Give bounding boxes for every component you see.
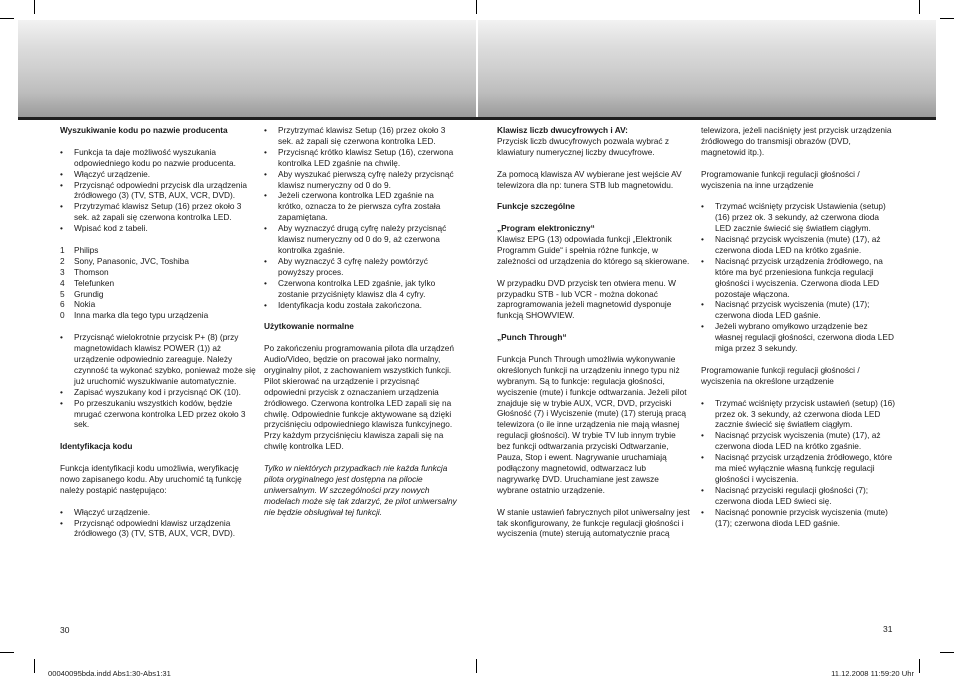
crop-mark bbox=[476, 0, 477, 14]
code-number: 0 bbox=[60, 310, 65, 321]
footer-file-info: 00040095bda.indd Abs1:30-Abs1:31 bbox=[48, 669, 171, 678]
list-item: • Trzymać wciśnięty przycisk Ustawienia (setup) (16) przez ok. 3 sekundy, aż czerwona dioda LED zacznie świecić się światłem ciągłym. bbox=[701, 201, 897, 234]
code-number: 1 bbox=[60, 244, 65, 255]
brand-code-list bbox=[60, 245, 256, 321]
code-row bbox=[60, 310, 256, 321]
paragraph: telewizora, jeżeli naciśnięty jest przycisk urządzenia źródłowego do transmisji obrazów (DVD, magnetowid itp.). bbox=[701, 125, 892, 157]
paragraph: W przypadku DVD przycisk ten otwiera menu. W przypadku STB - lub VCR - można dokonać zaprogramowania jeżeli magnetowid dysponuje funkcją SHOWVIEW. bbox=[497, 277, 676, 321]
paragraph: Za pomocą klawisza AV wybierane jest wejście AV telewizora dla np: tunera STB lub magnetowidu. bbox=[497, 168, 682, 190]
bullet-list bbox=[60, 507, 256, 540]
bullet-list bbox=[701, 398, 897, 529]
list-item: • Aby wyznaczyć drugą cyfrę należy przycisnąć klawisz numeryczny od 0 do 9, aż czerwona kontrolka zgaśnie. bbox=[264, 223, 458, 256]
paragraph: Przycisk liczb dwucyfrowych pozwala wybrać z klawiatury numerycznej liczby dwucyfrowe. bbox=[497, 135, 669, 157]
code-row bbox=[60, 267, 256, 278]
section-heading: Użytkowanie normalne bbox=[264, 321, 354, 332]
list-item: • Nacisnąć przycisk wyciszenia (mute) (17); czerwona dioda LED gaśnie. bbox=[701, 299, 897, 321]
list-item: • Przytrzymać klawisz Setup (16) przez około 3 sek. aż zapali się czerwona kontrolka LED. bbox=[264, 125, 458, 147]
bullet-list bbox=[60, 332, 256, 430]
list-item: • Włączyć urządzenie. bbox=[60, 507, 256, 518]
section-heading: Wyszukiwanie kodu po nazwie producenta bbox=[60, 125, 228, 135]
paragraph: Funkcja Punch Through umożliwia wykonywanie określonych funkcji na urządzeniu innego typu niż wybranym. Są to funkcje: regulacja głośności, wyciszenie (mute) i funkcje odtwarzania. Jeżeli pilot znajduje się w trybie AUX, VCR, DVD, przyciski Głośność (7) i Wyciszenie (mute) (17) sterują pracą telewizora (o ile inne urządzenia nie mają własnej regulacji głośności). W trybie TV lub innym trybie bez funkcji odtwarzania przyciski Odtwarzanie, Pauza, Stop i ewent. Nagrywanie uruchamiają podłączony magnetowid, odtwarzacz lub nagrywarkę DVD. Uruchamiane jest zawsze wybrane ostatnio urządzenie. bbox=[497, 353, 687, 495]
code-number: 5 bbox=[60, 288, 65, 299]
list-item: • Nacisnąć przycisk wyciszenia (mute) (17), aż czerwona dioda LED na krótko zgaśnie. bbox=[701, 234, 897, 256]
list-item: • Po przeszukaniu wszystkich kodów, będzie mrugać czerwona kontrolka LED przez około 3 sek. bbox=[60, 398, 256, 431]
section-heading: Funkcje szczególne bbox=[497, 201, 575, 212]
section-heading: Klawisz liczb dwucyfrowych i AV: bbox=[497, 125, 628, 135]
paragraph: Klawisz EPG (13) odpowiada funkcji „Elektronik Programm Guide“ i spełnia różne funkcje, w zależności od urządzenia do którego są skierowane. bbox=[497, 234, 690, 266]
section-heading: Identyfikacja kodu bbox=[60, 441, 133, 452]
code-row bbox=[60, 256, 256, 267]
code-brand: Nokia bbox=[74, 299, 96, 310]
list-item: • Funkcja ta daje możliwość wyszukania odpowiedniego kodu po nazwie producenta. bbox=[60, 147, 256, 169]
crop-mark bbox=[940, 652, 954, 653]
bullet-list bbox=[60, 147, 256, 234]
page-number-right: 31 bbox=[883, 624, 893, 634]
note-paragraph: Tylko w niektórych przypadkach nie każda funkcja pilota oryginalnego jest dostępna na pilocie uniwersalnym. W szczególności przy nowych modelach może się tak zdarzyć, że pilot uniwersalny nie będzie obsługiwał tej funkcji. bbox=[264, 463, 457, 517]
column-1 bbox=[60, 125, 256, 539]
crop-mark bbox=[0, 18, 14, 19]
list-item: • Włączyć urządzenie. bbox=[60, 169, 256, 180]
list-item: • Wpisać kod z tabeli. bbox=[60, 223, 256, 234]
spread-gutter bbox=[476, 20, 478, 117]
code-brand: Sony, Panasonic, JVC, Toshiba bbox=[74, 255, 189, 266]
code-number: 2 bbox=[60, 255, 65, 266]
code-brand: Telefunken bbox=[74, 277, 115, 288]
crop-mark bbox=[940, 18, 954, 19]
list-item: • Nacisnąć ponownie przycisk wyciszenia (mute) (17); czerwona dioda LED gaśnie. bbox=[701, 507, 897, 529]
paragraph: Po zakończeniu programowania pilota dla urządzeń Audio/Video, będzie on pracował jako normalny, oryginalny pilot, z zachowaniem wszystkich funkcji. Pilot skierować na urządzenie i przycisnąć odpowiedni przycisk z oznaczaniem urządzenia źródłowego. Czerwona kontrolka LED zapali się na chwilę. Odpowiednie funkcje aktywowane są dzięki przyciśnięciu odpowiedniego klawisza funkcyjnego. Przy każdym przyciśnięciu klawisza zapali się na chwilę kontrolka LED. bbox=[264, 343, 455, 452]
code-brand: Philips bbox=[74, 244, 99, 255]
crop-mark bbox=[0, 652, 14, 653]
bullet-list bbox=[264, 125, 458, 310]
footer-timestamp: 11.12.2008 11:59:20 Uhr bbox=[831, 669, 914, 678]
code-number: 4 bbox=[60, 277, 65, 288]
paragraph: Programowanie funkcji regulacji głośności / wyciszenia na inne urządzenie bbox=[701, 168, 860, 190]
list-item: • Nacisnąć przycisk wyciszenia (mute) (17), aż czerwona dioda LED na krótko zgaśnie. bbox=[701, 430, 897, 452]
list-item: • Zapisać wyszukany kod i przycisnąć OK (10). bbox=[60, 387, 256, 398]
list-item: • Jeżeli czerwona kontrolka LED zgaśnie na krótko, oznacza to że pierwsza cyfra została zapamiętana. bbox=[264, 190, 458, 223]
code-row bbox=[60, 245, 256, 256]
list-item: • Przycisnąć krótko klawisz Setup (16), czerwona kontrolka LED zgaśnie na chwilę. bbox=[264, 147, 458, 169]
list-item: • Jeżeli wybrano omyłkowo urządzenie bez własnej regulacji głośności, czerwona dioda LED miga przez 3 sekundy. bbox=[701, 321, 897, 354]
list-item: • Trzymać wciśnięty przycisk ustawień (setup) (16) przez ok. 3 sekundy, aż czerwona dioda LED zacznie świecić się światłem ciągłym. bbox=[701, 398, 897, 431]
page-number-left: 30 bbox=[60, 625, 70, 635]
crop-mark bbox=[34, 659, 35, 673]
subsection-heading: „Program elektroniczny“ bbox=[497, 223, 595, 234]
subsection-heading: „Punch Through“ bbox=[497, 332, 567, 343]
paragraph: W stanie ustawień fabrycznych pilot uniwersalny jest tak skonfigurowany, że funkcje regulacji głośności i wyciszenia (mute) sterują automatycznie pracą bbox=[497, 506, 690, 539]
crop-mark bbox=[919, 0, 920, 14]
list-item: • Przycisnąć odpowiedni klawisz urządzenia źródłowego (3) (TV, STB, AUX, VCR, DVD). bbox=[60, 518, 256, 540]
column-4 bbox=[701, 125, 897, 528]
list-item: • Przycisnąć odpowiedni przycisk dla urządzenia źródłowego (3) (TV, STB, AUX, VCR, DVD). bbox=[60, 180, 256, 202]
paragraph: Programowanie funkcji regulacji głośności / wyciszenia na określone urządzenie bbox=[701, 364, 860, 386]
column-3 bbox=[497, 125, 691, 539]
list-item: • Przytrzymać klawisz Setup (16) przez około 3 sek. aż zapali się czerwona kontrolka LED. bbox=[60, 201, 256, 223]
code-row bbox=[60, 299, 256, 310]
bullet-list bbox=[701, 201, 897, 354]
list-item: • Nacisnąć przycisk urządzenia źródłowego, na które ma być przeniesiona funkcja regulacji głośności i wyciszenia. Czerwona dioda LED pozostaje włączona. bbox=[701, 256, 897, 300]
code-number: 6 bbox=[60, 299, 65, 310]
code-brand: Grundig bbox=[74, 288, 104, 299]
crop-mark bbox=[34, 0, 35, 14]
code-brand: Inna marka dla tego typu urządzenia bbox=[74, 310, 209, 321]
list-item: • Czerwona kontrolka LED zgaśnie, jak tylko zostanie przyciśnięty klawisz dla 4 cyfry. bbox=[264, 278, 458, 300]
list-item: • Identyfikacja kodu została zakończona. bbox=[264, 300, 458, 311]
list-item: • Przycisnąć wielokrotnie przycisk P+ (8) (przy magnetowidach klawisz POWER (1)) aż urządzenie odpowiednio zareaguje. Należy czynność ta wykonać szybko, ponieważ może się już uruchomić wyszukiwanie automatycznie. bbox=[60, 332, 256, 387]
code-row bbox=[60, 289, 256, 300]
paragraph: Funkcja identyfikacji kodu umożliwia, weryfikację nowo zapisanego kodu. Aby uruchomić tą funkcję należy postąpić następująco: bbox=[60, 463, 242, 495]
list-item: • Aby wyszukać pierwszą cyfrę należy przycisnąć klawisz numeryczny od 0 do 9. bbox=[264, 169, 458, 191]
list-item: • Nacisnąć przyciski regulacji głośności (7); czerwona dioda LED świeci się. bbox=[701, 485, 897, 507]
code-number: 3 bbox=[60, 266, 65, 277]
column-2 bbox=[264, 125, 458, 518]
crop-mark bbox=[919, 659, 920, 673]
header-rule bbox=[18, 117, 936, 120]
list-item: • Nacisnąć przycisk urządzenia źródłowego, które ma mieć wyłącznie własną funkcję regulacji głośności i wyciszenia. bbox=[701, 452, 897, 485]
crop-mark bbox=[476, 659, 477, 673]
list-item: • Aby wyznaczyć 3 cyfrę należy powtórzyć powyższy proces. bbox=[264, 256, 458, 278]
code-brand: Thomson bbox=[74, 266, 109, 277]
code-row bbox=[60, 278, 256, 289]
